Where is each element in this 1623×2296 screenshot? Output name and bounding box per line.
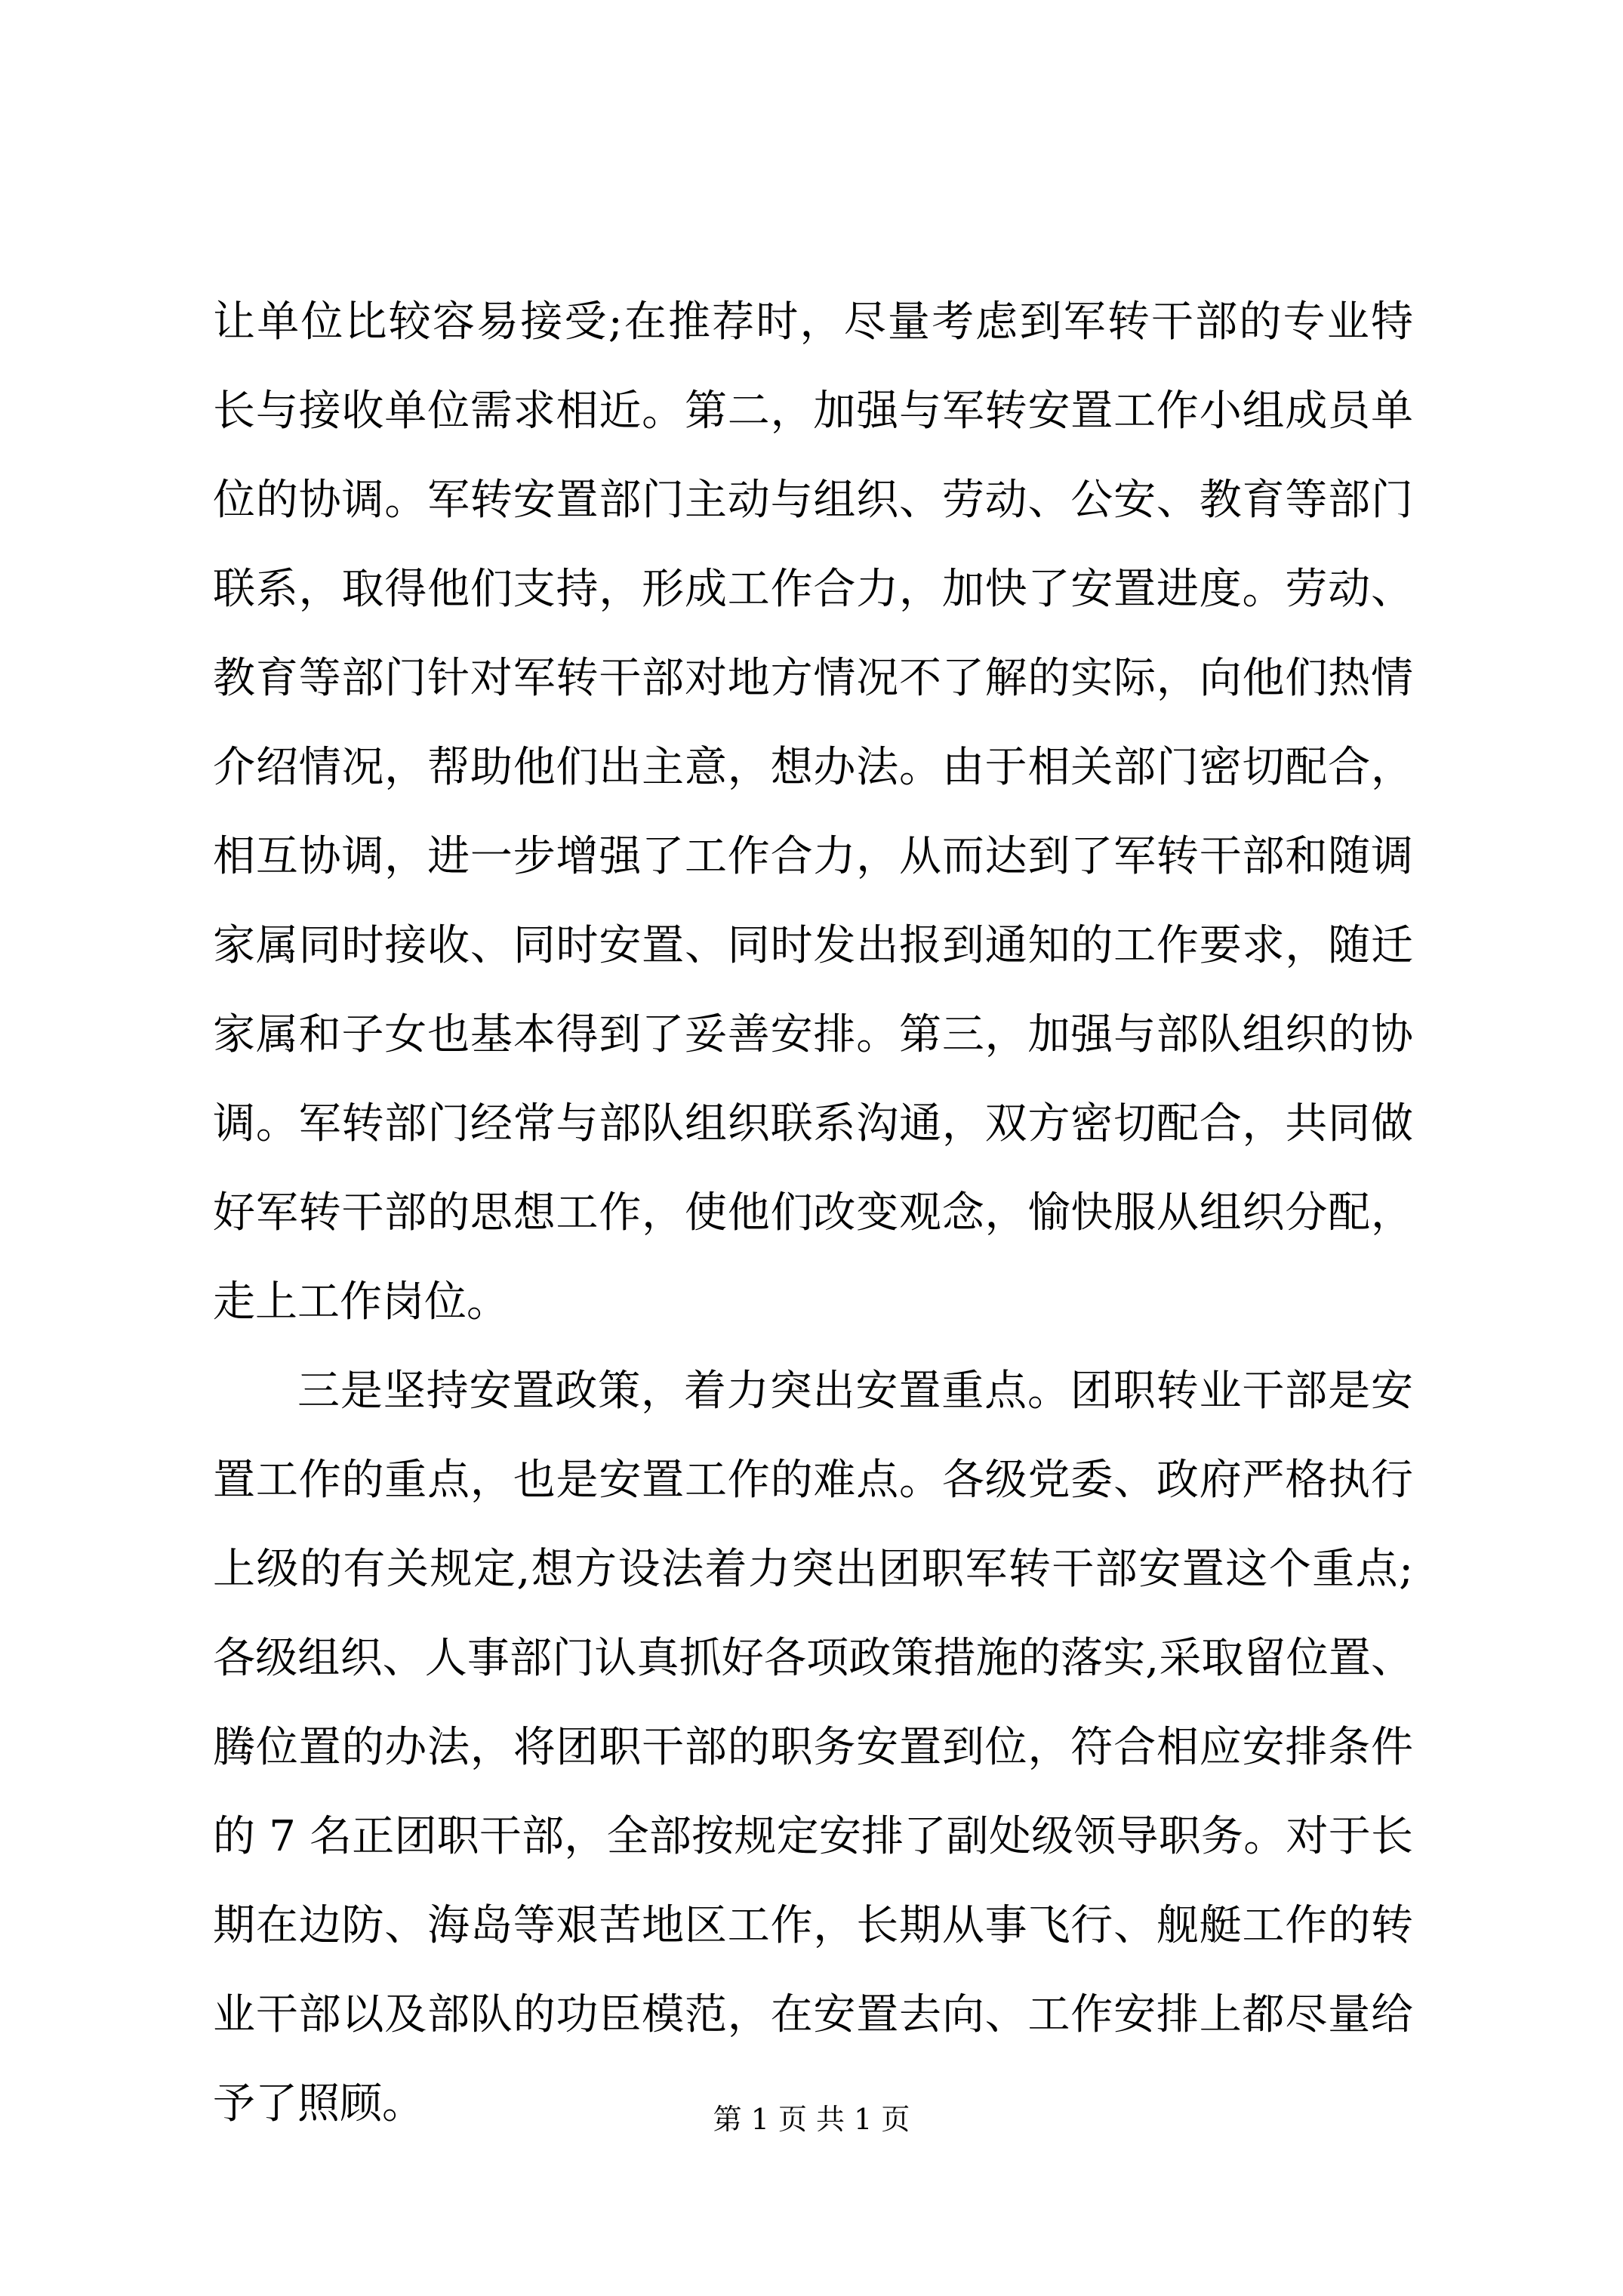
text-line: 联系，取得他们支持，形成工作合力，加快了安置进度。劳动、 <box>213 565 1413 614</box>
text-line: 上级的有关规定,想方设法着力突出团职军转干部安置这个重点; <box>213 1545 1413 1594</box>
page-footer <box>0 2100 1623 2138</box>
text-line: 各级组织、人事部门认真抓好各项政策措施的落实,采取留位置、 <box>213 1634 1413 1683</box>
text-line: 相互协调，进一步增强了工作合力，从而达到了军转干部和随调 <box>213 832 1413 881</box>
text-line: 让单位比较容易接受;在推荐时，尽量考虑到军转干部的专业特 <box>213 297 1413 347</box>
text-line: 置工作的重点，也是安置工作的难点。各级党委、政府严格执行 <box>213 1456 1413 1505</box>
paragraph <box>213 1347 1413 2149</box>
text-line: 期在边防、海岛等艰苦地区工作，长期从事飞行、舰艇工作的转 <box>213 1901 1413 1950</box>
text-line: 的 7 名正团职干部，全部按规定安排了副处级领导职务。对于长 <box>213 1812 1413 1861</box>
text-line: 业干部以及部队的功臣模范，在安置去向、工作安排上都尽量给 <box>213 1990 1413 2039</box>
text-line: 教育等部门针对军转干部对地方情况不了解的实际，向他们热情 <box>213 654 1413 703</box>
text-line: 三是坚持安置政策，着力突出安置重点。团职转业干部是安 <box>297 1367 1413 1416</box>
text-line: 好军转干部的思想工作，使他们改变观念，愉快服从组织分配， <box>213 1188 1413 1237</box>
text-line: 介绍情况，帮助他们出主意，想办法。由于相关部门密切配合， <box>213 743 1413 792</box>
page-number: 第 1 页 共 1 页 <box>713 2103 910 2136</box>
text-line: 位的协调。军转安置部门主动与组织、劳动、公安、教育等部门 <box>213 476 1413 525</box>
text-line: 予了照顾。 <box>213 2079 424 2128</box>
document-body <box>213 278 1413 2149</box>
text-line: 家属和子女也基本得到了妥善安排。第三，加强与部队组织的协 <box>213 1010 1413 1059</box>
text-line: 腾位置的办法，将团职干部的职务安置到位，符合相应安排条件 <box>213 1723 1413 1772</box>
paragraph <box>213 278 1413 1347</box>
text-line: 长与接收单位需求相近。第二，加强与军转安置工作小组成员单 <box>213 387 1413 436</box>
text-line: 走上工作岗位。 <box>213 1277 509 1327</box>
text-line: 家属同时接收、同时安置、同时发出报到通知的工作要求，随迁 <box>213 921 1413 970</box>
text-line: 调。军转部门经常与部队组织联系沟通，双方密切配合，共同做 <box>213 1099 1413 1148</box>
